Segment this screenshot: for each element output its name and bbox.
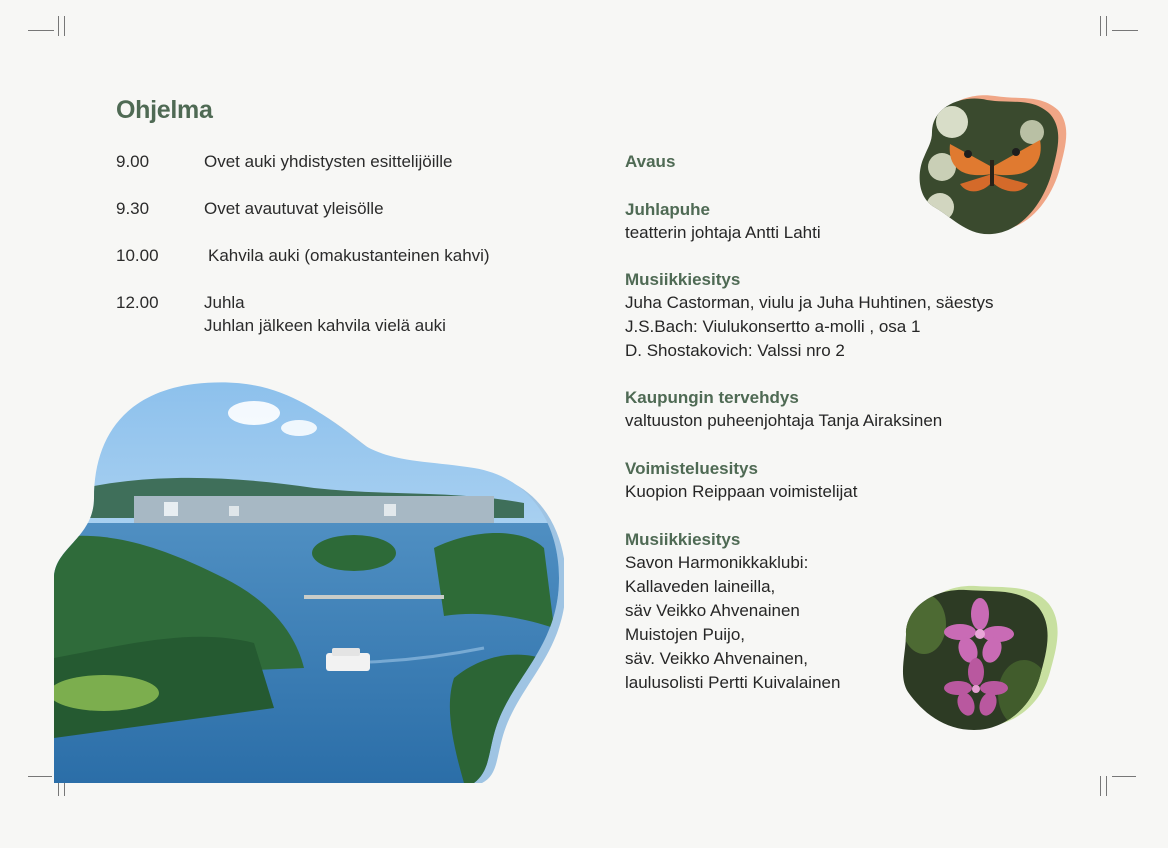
schedule-time: 9.00 (116, 152, 150, 171)
program-line: laulusolisti Pertti Kuivalainen (625, 673, 841, 692)
program-line: Juha Castorman, viulu ja Juha Huhtinen, säestys (625, 293, 994, 312)
schedule-description: Kahvila auki (omakustanteinen kahvi) (208, 246, 490, 265)
program-line: Savon Harmonikkaklubi: (625, 553, 809, 572)
program-heading: Kaupungin tervehdys (625, 388, 799, 407)
program-heading: Musiikkiesitys (625, 270, 741, 289)
program-line: Muistojen Puijo, (625, 625, 746, 644)
page-title: Ohjelma (116, 96, 213, 124)
program-item (625, 457, 1065, 504)
schedule-time: 10.00 (116, 246, 159, 265)
lake-landscape-photo (54, 378, 564, 783)
program-heading: Musiikkiesitys (625, 530, 741, 549)
program-line: säv. Veikko Ahvenainen, (625, 649, 809, 668)
program-item (625, 268, 1065, 363)
program-item (625, 386, 1065, 433)
schedule-description: Ovet avautuvat yleisölle (204, 199, 384, 218)
program-line: Kallaveden laineilla, (625, 577, 776, 596)
program-line: teatterin johtaja Antti Lahti (625, 223, 821, 242)
schedule-description: Ovet auki yhdistysten esittelijöille (204, 152, 453, 171)
schedule-description (204, 291, 564, 337)
program-line: D. Shostakovich: Valssi nro 2 (625, 341, 845, 360)
pink-flower-photo (894, 584, 1058, 734)
program-heading: Voimisteluesitys (625, 459, 758, 478)
schedule-line: Juhlan jälkeen kahvila vielä auki (204, 316, 446, 335)
schedule-time: 9.30 (116, 199, 150, 218)
schedule-time: 12.00 (116, 293, 159, 312)
program-line: J.S.Bach: Viulukonsertto a-molli , osa 1 (625, 317, 921, 336)
program-line: Kuopion Reippaan voimistelijat (625, 482, 858, 501)
program-line: valtuuston puheenjohtaja Tanja Airaksinen (625, 411, 943, 430)
schedule-line: Juhla (204, 293, 245, 312)
butterfly-photo (912, 92, 1068, 238)
program-heading: Juhlapuhe (625, 200, 711, 219)
program-heading: Avaus (625, 152, 676, 171)
program-line: säv Veikko Ahvenainen (625, 601, 800, 620)
